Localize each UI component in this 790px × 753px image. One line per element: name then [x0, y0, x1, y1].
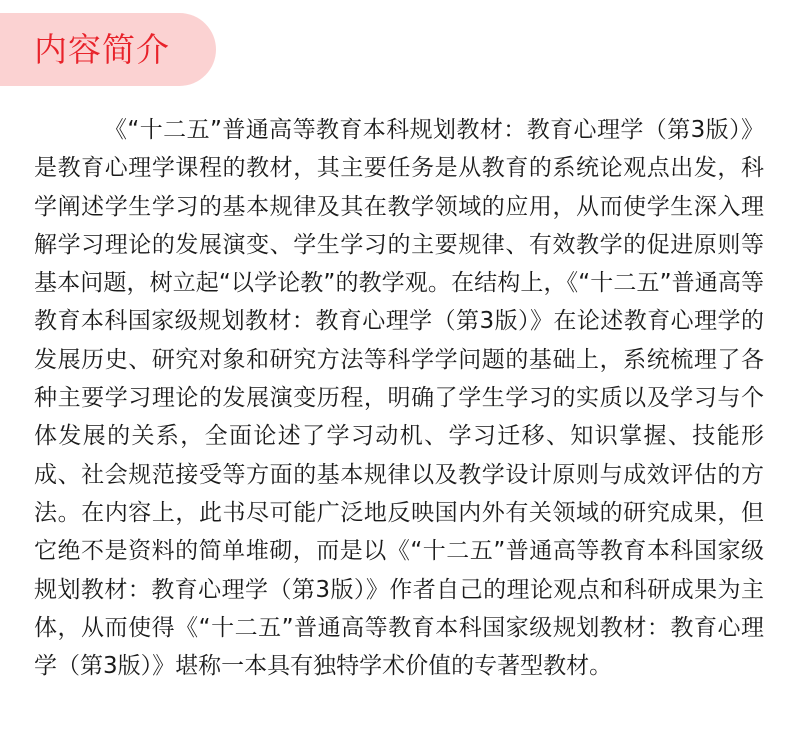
section-title: 内容简介 — [34, 30, 170, 69]
section-header — [0, 13, 216, 86]
intro-paragraph: 《“十二五”普通高等教育本科规划教材：教育心理学（第3版）》是教育心理学课程的教材，其主要任务是从教育的系统论观点出发，科学阐述学生学习的基本规律及其在教学领域的应用，从而使学生深入理解学习理论的发展演变、学生学习的主要规律、有效教学的促进原则等基本问题，树立起“以学论教”的教学观。在结构上，《“十二五”普通高等教育本科国家级规划教材：教育心理学（第3版）》在论述教育心理学的发展历史、研究对象和研究方法等科学学问题的基础上，系统梳理了各种主要学习理论的发展演变历程，明确了学生学习的实质以及学习与个体发展的关系，全面论述了学习动机、学习迁移、知识掌握、技能形成、社会规范接受等方面的基本规律以及教学设计原则与成效评估的方法。在内容上，此书尽可能广泛地反映国内外有关领域的研究成果，但它绝不是资料的简单堆砌，而是以《“十二五”普通高等教育本科国家级规划教材：教育心理学（第3版）》作者自己的理论观点和科研成果为主体，从而使得《“十二五”普通高等教育本科国家级规划教材：教育心理学（第3版）》堪称一本具有独特学术价值的专著型教材。 — [34, 117, 764, 680]
